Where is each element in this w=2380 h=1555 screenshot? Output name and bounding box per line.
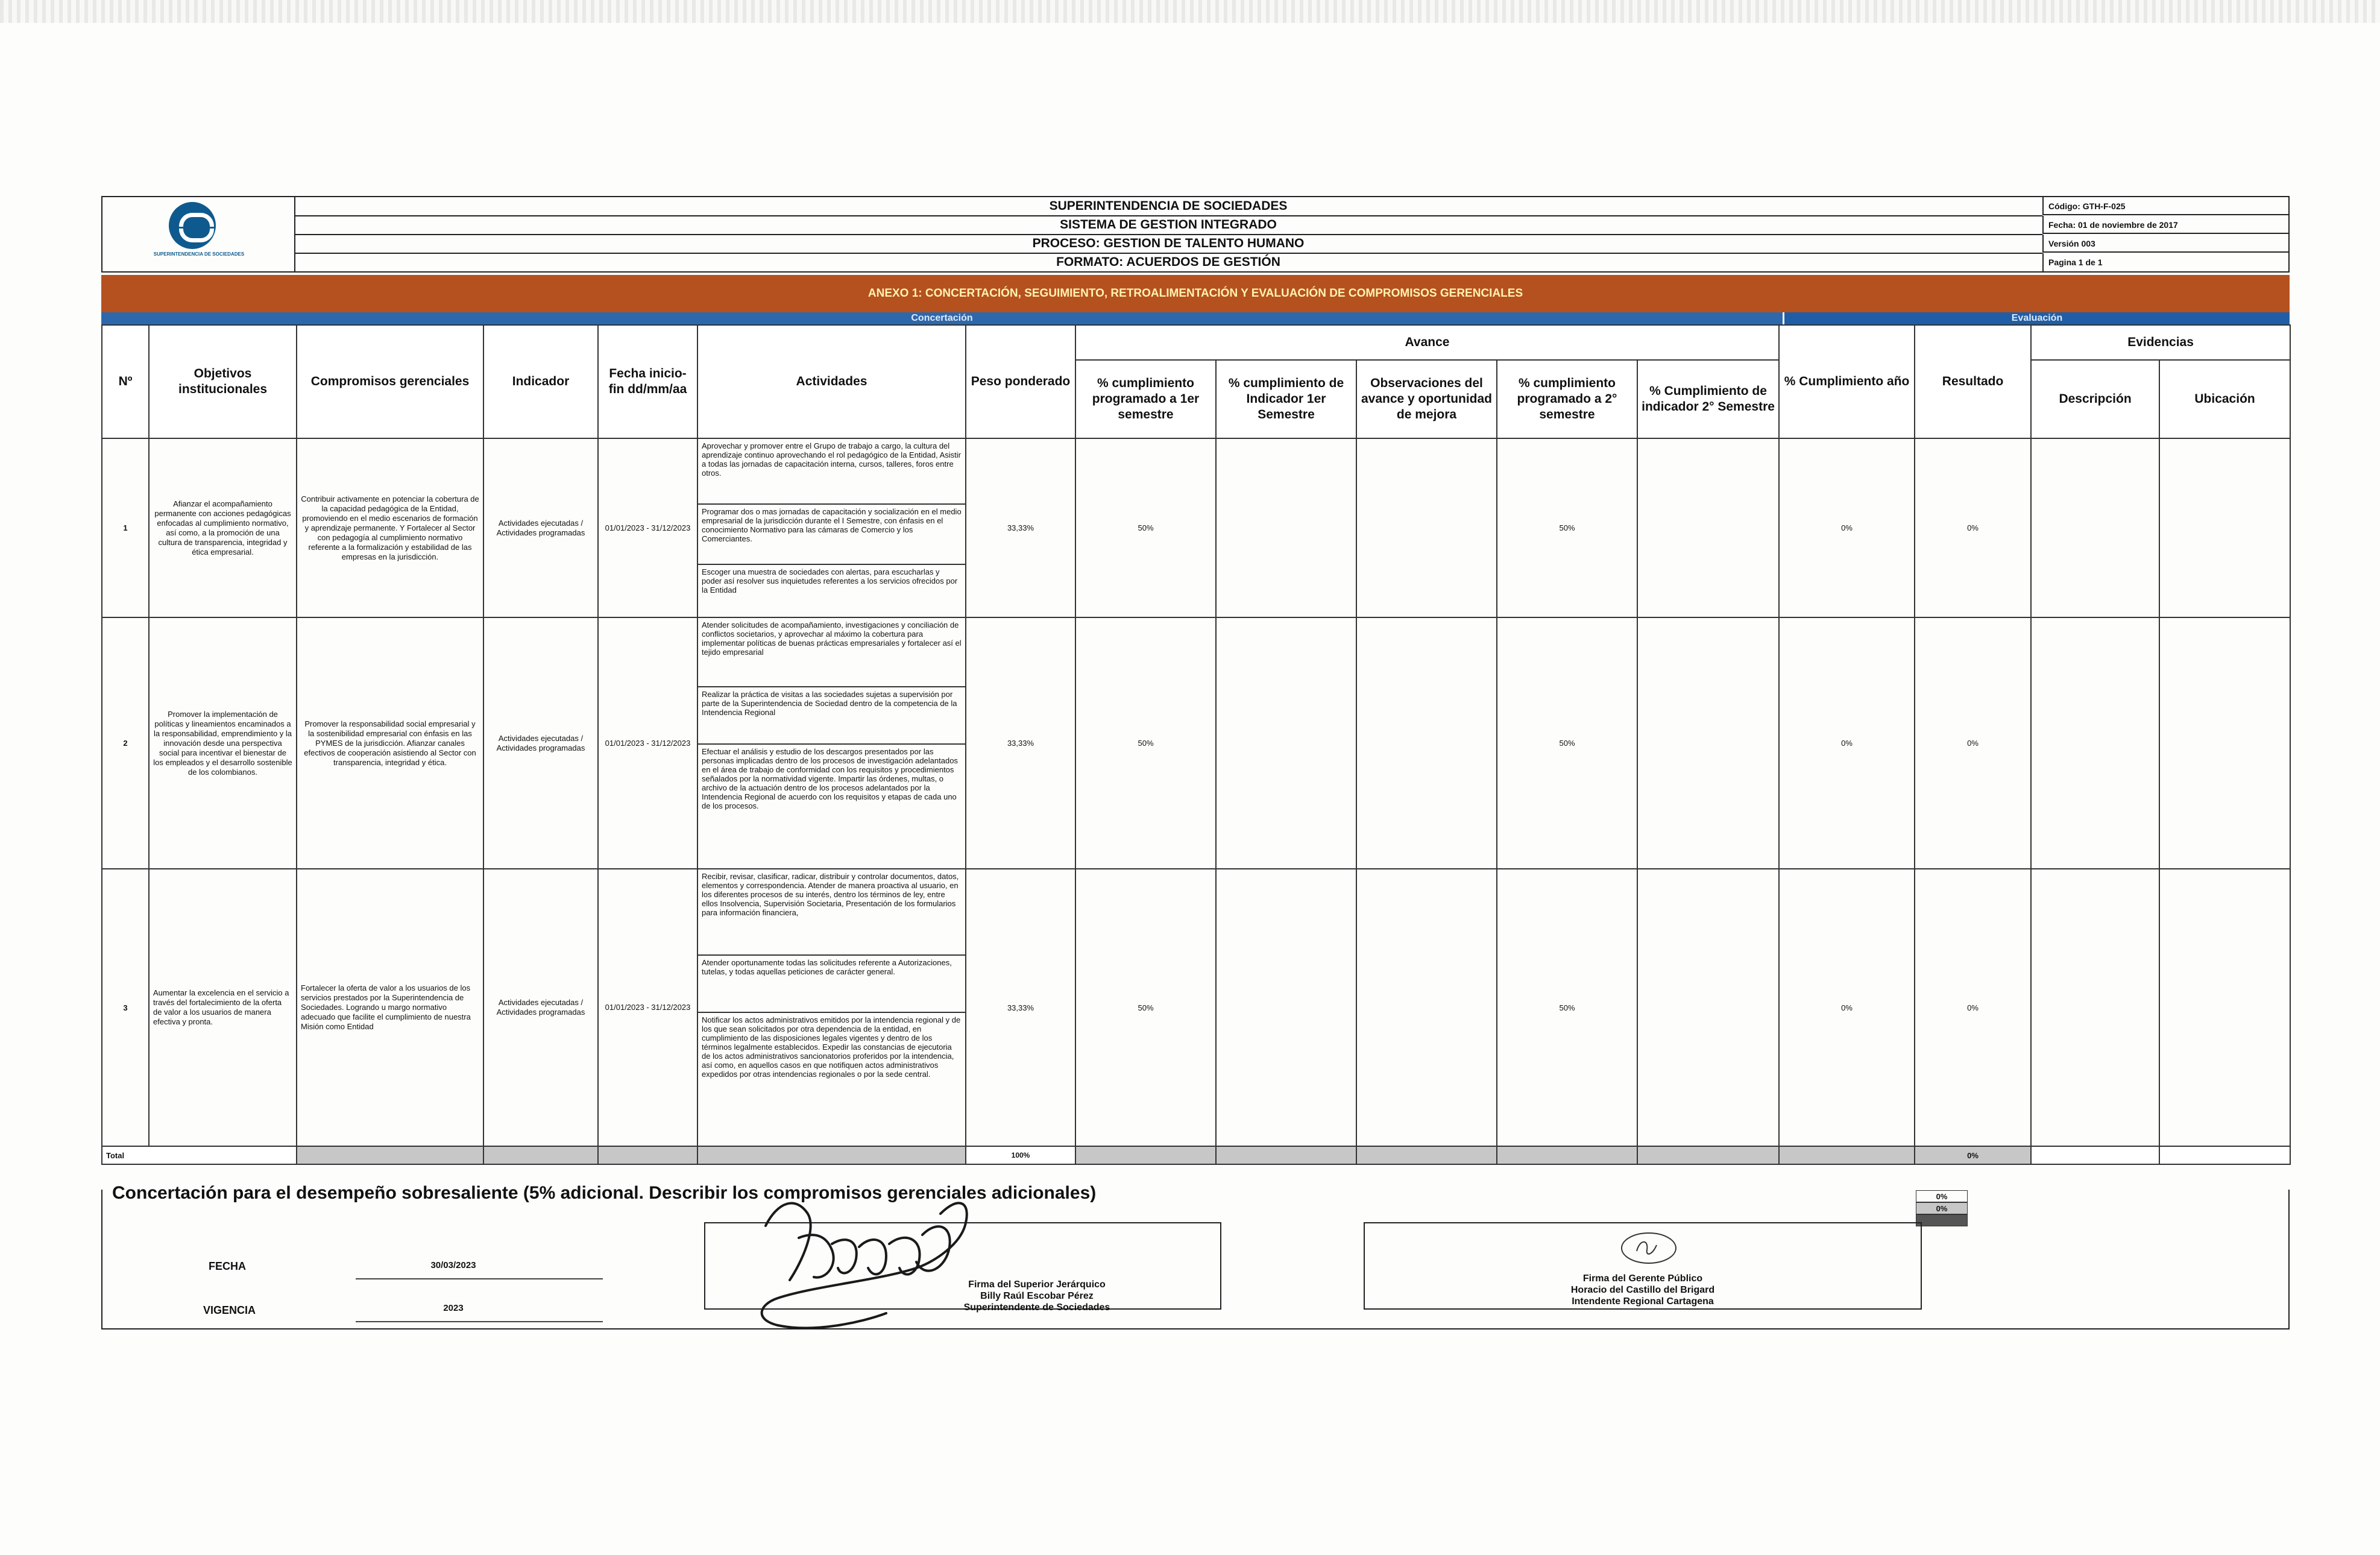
col-objetivos: Objetivos institucionales (149, 325, 297, 438)
row-number: 1 (102, 438, 149, 617)
col-n: Nº (102, 325, 149, 438)
obs-cell (1356, 869, 1497, 1146)
obs-cell (1356, 617, 1497, 869)
vigencia-label: VIGENCIA (203, 1304, 256, 1316)
actividad-cell: Atender solicitudes de acompañamiento, investigaciones y conciliación de conflictos societarios, y aprovechar al máximo la cobertura para implementar políticas de buenas prácticas empresariales y fortalecer así el tejido empresarial (697, 617, 966, 687)
row-number: 2 (102, 617, 149, 869)
row-number: 3 (102, 869, 149, 1146)
col-ubicacion: Ubicación (2159, 360, 2290, 438)
table-row (102, 617, 2290, 687)
total-row (102, 1146, 2290, 1164)
superior-cargo: Superintendente de Sociedades (963, 1302, 1110, 1313)
supersociedades-logo-icon (169, 202, 216, 249)
desempeno-resultado-1: 0% (1916, 1190, 1968, 1202)
header-pagina: Pagina 1 de 1 (2042, 253, 2288, 271)
total-filler (297, 1146, 483, 1164)
ind1-cell (1216, 617, 1356, 869)
total-filler (1356, 1146, 1497, 1164)
fecha-cell: 01/01/2023 - 31/12/2023 (598, 869, 697, 1146)
anio-cell: 0% (1779, 617, 1915, 869)
scan-edge (0, 0, 2380, 23)
section-concertacion: Concertación (101, 312, 1783, 324)
gerente-firma-label: Firma del Gerente Público (1582, 1273, 1703, 1284)
table-row (102, 438, 2290, 504)
col-indicador: Indicador (483, 325, 598, 438)
actividad-cell: Atender oportunamente todas las solicitudes referente a Autorizaciones, tutelas, y todas aquellas peticiones de carácter general. (697, 955, 966, 1012)
actividad-cell: Escoger una muestra de sociedades con alertas, para escucharlas y poder así resolver sus inquietudes referentes a los servicios ofrecidos por la Entidad (697, 564, 966, 617)
col-ind2: % Cumplimiento de indicador 2° Semestre (1637, 360, 1779, 438)
peso-cell: 33,33% (966, 617, 1075, 869)
objetivo-cell: Promover la implementación de políticas y lineamientos encaminados a la responsabilidad, emprendimiento y la innovación desde una perspectiva social para incentivar el bienestar de los empleados y el desarrollo sostenible de los colombianos. (149, 617, 297, 869)
fecha-cell: 01/01/2023 - 31/12/2023 (598, 438, 697, 617)
header-title-4: FORMATO: ACUERDOS DE GESTIÓN (1056, 255, 1280, 269)
objetivo-cell: Afianzar el acompañamiento permanente con acciones pedagógicas enfocadas al cumplimiento normativo, así como, a la promoción de una cultura de transparencia, integridad y ética empresarial. (149, 438, 297, 617)
prog1-cell: 50% (1075, 438, 1216, 617)
firmas-section (101, 1190, 2290, 1329)
resultado-cell: 0% (1915, 438, 2031, 617)
prog2-cell: 50% (1497, 617, 1637, 869)
compromiso-cell: Fortalecer la oferta de valor a los usuarios de los servicios prestados por la Superintendencia de Sociedades. Logrando u margo normativo adecuado que facilite el cumplimiento de nuestra Misión como Entidad (297, 869, 483, 1146)
section-evaluacion: Evaluación (1784, 312, 2290, 324)
superior-nombre: Billy Raúl Escobar Pérez (980, 1291, 1094, 1301)
acuerdo-gestion-sheet (101, 196, 2290, 1329)
ind2-cell (1637, 438, 1779, 617)
col-obs: Observaciones del avance y oportunidad de mejora (1356, 360, 1497, 438)
logo-text: SUPERINTENDENCIA DE SOCIEDADES (153, 251, 245, 257)
vigencia-value: 2023 (443, 1303, 464, 1313)
actividad-cell: Recibir, revisar, clasificar, radicar, distribuir y controlar documentos, datos, elementos y correspondencia. Atender de manera proactiva al usuario, en los diferentes procesos de su interés, dentro los términos de ley, entre ellos Insolvencia, Supervisión Societaria, Presentación de los formularios para información financiera, (697, 869, 966, 955)
header-version: Versión 003 (2042, 235, 2288, 253)
col-prog1: % cumplimiento programado a 1er semestre (1075, 360, 1216, 438)
superior-firma-label: Firma del Superior Jerárquico (968, 1279, 1106, 1290)
total-filler (1497, 1146, 1637, 1164)
total-label: Total (102, 1146, 297, 1164)
col-evidencias: Evidencias (2031, 325, 2290, 360)
ind1-cell (1216, 438, 1356, 617)
signature-superior-icon (741, 1178, 995, 1340)
fecha-line (356, 1278, 603, 1279)
col-avance: Avance (1075, 325, 1779, 360)
col-descripcion: Descripción (2031, 360, 2159, 438)
fecha-cell: 01/01/2023 - 31/12/2023 (598, 617, 697, 869)
prog2-cell: 50% (1497, 869, 1637, 1146)
compromisos-table (101, 324, 2291, 1165)
header-fecha: Fecha: 01 de noviembre de 2017 (2042, 216, 2288, 234)
indicador-cell: Actividades ejecutadas / Actividades programadas (483, 617, 598, 869)
annex-banner: ANEXO 1: CONCERTACIÓN, SEGUIMIENTO, RETROALIMENTACIÓN Y EVALUACIÓN DE COMPROMISOS GERENCIALES (101, 275, 2290, 312)
col-ind1: % cumplimiento de Indicador 1er Semestre (1216, 360, 1356, 438)
ind1-cell (1216, 869, 1356, 1146)
header-title-2: SISTEMA DE GESTION INTEGRADO (294, 216, 2042, 235)
col-peso: Peso ponderado (966, 325, 1075, 438)
table-row (102, 869, 2290, 955)
desempeno-sobresaliente: Concertación para el desempeño sobresaliente (5% adicional. Describir los compromisos gerenciales adicionales) (112, 1183, 1097, 1203)
prog1-cell: 50% (1075, 869, 1216, 1146)
col-prog2: % cumplimiento programado a 2° semestre (1497, 360, 1637, 438)
col-anio: % Cumplimiento año (1779, 325, 1915, 438)
header-row-1 (102, 325, 2290, 360)
total-filler (1075, 1146, 1216, 1164)
header-title-3: PROCESO: GESTION DE TALENTO HUMANO (294, 235, 2042, 254)
ubicacion-cell (2159, 617, 2290, 869)
col-fecha: Fecha inicio-fin dd/mm/aa (598, 325, 697, 438)
descripcion-cell (2031, 869, 2159, 1146)
anio-cell: 0% (1779, 869, 1915, 1146)
document-header (101, 196, 2290, 273)
desempeno-resultado-2: 0% (1916, 1202, 1968, 1214)
total-filler (2159, 1146, 2290, 1164)
ind2-cell (1637, 869, 1779, 1146)
compromiso-cell: Contribuir activamente en potenciar la cobertura de la capacidad pedagógica de la Entidad, promoviendo en el medio escenarios de formación y aprendizaje permanente. Y Fortalecer al Sector con pedagogía al cumplimiento normativo referente a la formalización y estabilidad de las empresas en la jurisdicción. (297, 438, 483, 617)
actividad-cell: Aprovechar y promover entre el Grupo de trabajo a cargo, la cultura del aprendizaje continuo aprovechando el rol pedagógico de la Entidad, Asistir a todas las jornadas de capacitación interna, cursos, talleres, foros entre otros. (697, 438, 966, 504)
anio-cell: 0% (1779, 438, 1915, 617)
prog2-cell: 50% (1497, 438, 1637, 617)
actividad-cell: Efectuar el análisis y estudio de los descargos presentados por las personas implicadas dentro de los procesos de investigación adelantados en el área de trabajo de conformidad con los requisitos y procedimientos señalados por la normatividad vigente. Impartir las órdenes, multas, o archivo de la actuación dentro de los procesos adelantados por la Intendencia Regional de acuerdo con los requisitos y etapas de cada uno de los procesos. (697, 744, 966, 869)
descripcion-cell (2031, 438, 2159, 617)
total-filler (1216, 1146, 1356, 1164)
obs-cell (1356, 438, 1497, 617)
peso-cell: 33,33% (966, 869, 1075, 1146)
fecha-value: 30/03/2023 (430, 1260, 476, 1270)
gerente-cargo: Intendente Regional Cartagena (1572, 1296, 1714, 1307)
vigencia-line (356, 1321, 603, 1322)
total-filler (483, 1146, 598, 1164)
total-peso: 100% (966, 1146, 1075, 1164)
col-compromisos: Compromisos gerenciales (297, 325, 483, 438)
ind2-cell (1637, 617, 1779, 869)
signature-gerente-icon (1616, 1227, 1682, 1269)
total-filler (1637, 1146, 1779, 1164)
ubicacion-cell (2159, 869, 2290, 1146)
col-resultado: Resultado (1915, 325, 2031, 438)
total-filler (598, 1146, 697, 1164)
resultado-cell: 0% (1915, 617, 2031, 869)
header-codigo: Código: GTH-F-025 (2042, 197, 2288, 215)
header-title-1: SUPERINTENDENCIA DE SOCIEDADES (294, 197, 2042, 216)
indicador-cell: Actividades ejecutadas / Actividades programadas (483, 438, 598, 617)
total-filler (2031, 1146, 2159, 1164)
gerente-nombre: Horacio del Castillo del Brigard (1570, 1285, 1715, 1295)
actividad-cell: Realizar la práctica de visitas a las sociedades sujetas a supervisión por parte de la Superintendencia de Sociedad dentro de la competencia de la Intendencia Regional (697, 687, 966, 744)
actividad-cell: Notificar los actos administrativos emitidos por la intendencia regional y de los que sean solicitados por otra dependencia de la entidad, en cumplimiento de las disposiciones legales vigentes y dentro de los términos legalmente establecidos. Expedir las constancias de ejecutoria de los actos administrativos sancionatorios proferidos por la intendencia, así como, en aquellos casos en que notifiquen actos administrativos expedidos por otras intendencias regionales o por la sede central. (697, 1012, 966, 1146)
logo-cell (102, 197, 295, 271)
objetivo-cell: Aumentar la excelencia en el servicio a través del fortalecimiento de la oferta de valor a los usuarios de manera efectiva y pronta. (149, 869, 297, 1146)
prog1-cell: 50% (1075, 617, 1216, 869)
total-filler (1779, 1146, 1915, 1164)
total-resultado: 0% (1915, 1146, 2031, 1164)
compromiso-cell: Promover la responsabilidad social empresarial y la sostenibilidad empresarial con énfasis en las PYMES de la jurisdicción. Afianzar canales efectivos de cooperación asistiendo al Sector con transparencia, integridad y ética. (297, 617, 483, 869)
total-filler (697, 1146, 966, 1164)
col-actividades: Actividades (697, 325, 966, 438)
fecha-label: FECHA (209, 1260, 246, 1272)
indicador-cell: Actividades ejecutadas / Actividades programadas (483, 869, 598, 1146)
descripcion-cell (2031, 617, 2159, 869)
ubicacion-cell (2159, 438, 2290, 617)
peso-cell: 33,33% (966, 438, 1075, 617)
actividad-cell: Programar dos o mas jornadas de capacitación y socialización en el medio empresarial de la jurisdicción durante el I Semestre, con énfasis en el conocimiento Normativo para las cámaras de Comercio y los Comerciantes. (697, 504, 966, 564)
resultado-cell: 0% (1915, 869, 2031, 1146)
